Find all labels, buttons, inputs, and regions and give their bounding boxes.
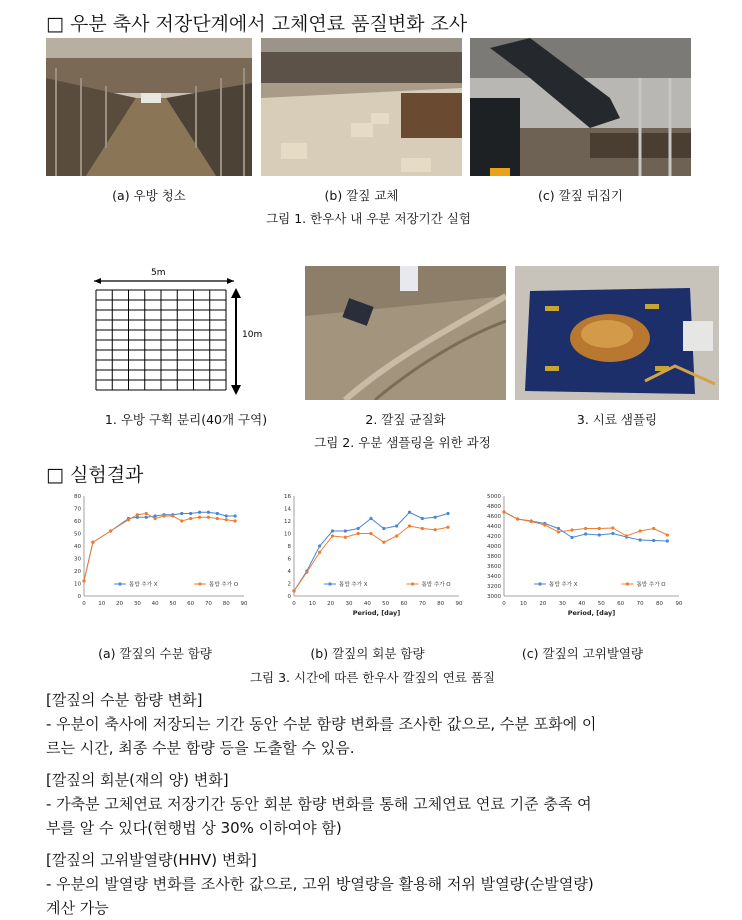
x-tick-label: 80 (222, 601, 230, 607)
x-tick-label: 30 (133, 601, 141, 607)
grid-cells (96, 290, 226, 390)
data-point (516, 517, 519, 520)
y-tick-label: 4 (287, 569, 291, 575)
data-point (127, 518, 130, 521)
y-tick-label: 14 (284, 506, 291, 513)
data-point (225, 514, 228, 517)
photo-sampling (515, 266, 719, 400)
data-point (145, 512, 148, 515)
grid-height-label: 10m (242, 330, 263, 340)
data-point (639, 529, 642, 532)
data-point (198, 511, 201, 514)
legend-label: 톱밥 추가 O (209, 582, 239, 588)
data-point (395, 524, 398, 527)
data-point (189, 517, 192, 520)
data-point (216, 512, 219, 515)
data-point (639, 538, 642, 541)
fig2-caption-2: 2. 깔짚 균질화 (365, 412, 446, 427)
fig2-caption-1: 1. 우방 구획 분리(40개 구역) (104, 412, 268, 427)
x-tick-label: 90 (675, 601, 683, 607)
data-point (382, 541, 385, 544)
data-point (446, 526, 449, 529)
data-point (408, 511, 411, 514)
x-tick-label: 70 (204, 601, 212, 607)
data-point (369, 517, 372, 520)
data-point (234, 514, 237, 517)
x-tick-label: 70 (418, 601, 426, 607)
x-axis-label: Period, [day] (352, 609, 401, 617)
data-point (570, 536, 573, 539)
paragraph-heading: [깔짚의 회분(재의 양) 변화] (46, 771, 229, 789)
data-point (109, 529, 112, 532)
y-tick-label: 4800 (487, 504, 501, 510)
data-point (180, 512, 183, 515)
section-title-2: □ 실험결과 (46, 464, 144, 486)
data-point (357, 532, 360, 535)
data-point (543, 523, 546, 526)
paragraph-ash (46, 768, 706, 840)
x-tick-label: 60 (400, 601, 408, 607)
data-point (225, 518, 228, 521)
paragraph-heading: [깔짚의 수분 함량 변화] (46, 691, 203, 709)
y-tick-label: 30 (74, 556, 81, 563)
photo-barn-cleaning (46, 38, 252, 176)
legend-marker (411, 582, 414, 585)
data-point (318, 551, 321, 554)
legend-label: 톱밥 추가 X (339, 582, 368, 588)
data-point (154, 517, 157, 520)
fig1-caption-a: (a) 우방 청소 (112, 188, 186, 203)
y-tick-label: 4400 (487, 524, 501, 530)
x-tick-label: 10 (519, 601, 527, 607)
data-point (557, 527, 560, 530)
data-point (434, 528, 437, 531)
data-point (408, 524, 411, 527)
data-point (207, 511, 210, 514)
y-tick-label: 3400 (487, 574, 501, 580)
data-point (502, 510, 505, 513)
x-tick-label: 30 (345, 601, 353, 607)
y-tick-label: 50 (74, 531, 81, 538)
x-tick-label: 40 (578, 601, 586, 607)
legend-marker (118, 582, 121, 585)
y-tick-label: 0 (287, 594, 291, 600)
data-point (652, 527, 655, 530)
fig2-title: 그림 2. 우분 샘플링을 위한 과정 (314, 435, 491, 450)
x-tick-label: 10 (98, 601, 106, 607)
data-point (666, 533, 669, 536)
fig1-caption-c: (c) 깔짚 뒤집기 (538, 188, 623, 203)
data-point (395, 534, 398, 537)
paragraph-line: - 우분의 발열량 변화를 조사한 값으로, 고위 방열량을 활용해 저위 발열량(순발열량) (46, 875, 594, 893)
data-point (584, 527, 587, 530)
data-point (570, 528, 573, 531)
data-point (198, 516, 201, 519)
data-point (652, 539, 655, 542)
data-point (421, 527, 424, 530)
grid-width-label: 5m (151, 268, 166, 278)
y-tick-label: 6 (287, 556, 291, 563)
data-point (292, 589, 295, 592)
fig3-title: 그림 3. 시간에 따른 한우사 깔짚의 연료 품질 (249, 670, 496, 685)
data-point (180, 519, 183, 522)
paragraph-line: 부를 알 수 있다(현행법 상 30% 이하여야 함) (46, 819, 342, 837)
data-point (382, 527, 385, 530)
data-point (598, 533, 601, 536)
data-point (189, 512, 192, 515)
data-point (207, 516, 210, 519)
y-tick-label: 3600 (487, 564, 501, 570)
legend-marker (538, 582, 541, 585)
data-point (331, 534, 334, 537)
data-point (344, 529, 347, 532)
y-tick-label: 4600 (487, 514, 501, 520)
y-tick-label: 80 (74, 494, 81, 500)
x-tick-label: 10 (308, 601, 316, 607)
data-point (611, 532, 614, 535)
y-tick-label: 10 (284, 531, 291, 538)
y-tick-label: 70 (74, 506, 81, 513)
legend-marker (198, 582, 201, 585)
paragraph-line: - 가축분 고체연료 저장기간 동안 회분 함량 변화를 통해 고체연료 연료 기준 충족 여 (46, 795, 592, 813)
legend-label: 톱밥 추가 X (549, 582, 578, 588)
data-point (446, 512, 449, 515)
data-point (369, 532, 372, 535)
x-axis-label: Period, [day] (567, 609, 616, 617)
paragraph-moisture (46, 688, 706, 760)
series-line (84, 512, 235, 581)
data-point (557, 530, 560, 533)
paragraph-line: 르는 시간, 최종 수분 함량 등을 도출할 수 있음. (46, 739, 355, 757)
x-tick-label: 20 (539, 601, 547, 607)
x-tick-label: 60 (187, 601, 195, 607)
y-tick-label: 40 (74, 544, 81, 550)
data-point (584, 532, 587, 535)
section-title-1: □ 우분 축사 저장단계에서 고체연료 품질변화 조사 (46, 13, 468, 35)
x-tick-label: 50 (597, 601, 605, 607)
paragraph-line: - 우분이 축사에 저장되는 기간 동안 수분 함량 변화를 조사한 값으로, 수분 포화에 이 (46, 715, 597, 733)
x-tick-label: 70 (636, 601, 644, 607)
y-tick-label: 3000 (487, 594, 501, 600)
y-tick-label: 12 (284, 519, 291, 525)
data-point (598, 527, 601, 530)
fig3-caption-b: (b) 깔짚의 회분 함량 (310, 646, 425, 661)
paragraph-heading: [깔짚의 고위발열량(HHV) 변화] (46, 851, 257, 869)
data-point (136, 513, 139, 516)
paragraph-hhv (46, 848, 706, 920)
data-point (357, 527, 360, 530)
x-tick-label: 90 (240, 601, 248, 607)
x-tick-label: 40 (151, 601, 159, 607)
x-tick-label: 40 (363, 601, 371, 607)
photo-bedding-replacement (261, 38, 462, 176)
legend-marker (626, 582, 629, 585)
data-point (162, 514, 165, 517)
y-tick-label: 16 (284, 494, 291, 500)
grid-diagram (86, 264, 286, 400)
fig1-title: 그림 1. 한우사 내 우분 저장기간 실험 (266, 211, 471, 226)
y-tick-label: 4000 (487, 544, 501, 550)
photo-bedding-turning (470, 38, 691, 176)
data-point (421, 517, 424, 520)
data-point (318, 544, 321, 547)
x-tick-label: 0 (82, 601, 86, 607)
legend-label: 톱밥 추가 O (421, 582, 451, 588)
data-point (434, 516, 437, 519)
x-tick-label: 90 (455, 601, 463, 607)
data-point (625, 534, 628, 537)
fig2-caption-3: 3. 시료 샘플링 (576, 412, 658, 427)
photo-bedding-homogenize (305, 266, 506, 400)
x-tick-label: 20 (116, 601, 124, 607)
y-tick-label: 20 (74, 569, 81, 575)
x-tick-label: 30 (558, 601, 566, 607)
data-point (344, 536, 347, 539)
data-point (530, 520, 533, 523)
y-tick-label: 5000 (487, 494, 501, 500)
series-line (504, 512, 667, 541)
fig3-caption-a: (a) 깔짚의 수분 함량 (98, 646, 212, 661)
y-tick-label: 0 (77, 594, 81, 600)
y-tick-label: 10 (74, 581, 81, 588)
y-tick-label: 3800 (487, 554, 501, 560)
data-point (611, 526, 614, 529)
x-tick-label: 60 (617, 601, 625, 607)
data-point (234, 519, 237, 522)
x-tick-label: 80 (656, 601, 664, 607)
y-tick-label: 2 (287, 581, 291, 588)
data-point (91, 541, 94, 544)
fig1-caption-b: (b) 깔짚 교체 (324, 188, 399, 203)
y-tick-label: 4200 (487, 534, 501, 540)
fig3-caption-c: (c) 깔짚의 고위발열량 (521, 646, 644, 661)
data-point (216, 517, 219, 520)
chart-moisture (60, 490, 250, 630)
chart-hhv (480, 490, 685, 630)
data-point (305, 571, 308, 574)
data-point (82, 579, 85, 582)
series-line (84, 514, 235, 582)
legend-label: 톱밥 추가 X (129, 582, 158, 588)
x-tick-label: 0 (502, 601, 506, 607)
legend-marker (328, 582, 331, 585)
y-tick-label: 60 (74, 519, 81, 525)
x-tick-label: 50 (169, 601, 177, 607)
x-tick-label: 20 (327, 601, 335, 607)
paragraph-line: 계산 가능 (46, 899, 109, 917)
y-tick-label: 3200 (487, 584, 501, 590)
data-point (331, 529, 334, 532)
data-point (145, 516, 148, 519)
legend-label: 톱밥 추가 O (636, 582, 666, 588)
data-point (171, 514, 174, 517)
y-tick-label: 8 (287, 544, 291, 550)
x-tick-label: 80 (437, 601, 445, 607)
x-tick-label: 50 (382, 601, 390, 607)
series-line (294, 512, 448, 591)
data-point (666, 539, 669, 542)
chart-ash (270, 490, 465, 630)
x-tick-label: 0 (292, 601, 296, 607)
